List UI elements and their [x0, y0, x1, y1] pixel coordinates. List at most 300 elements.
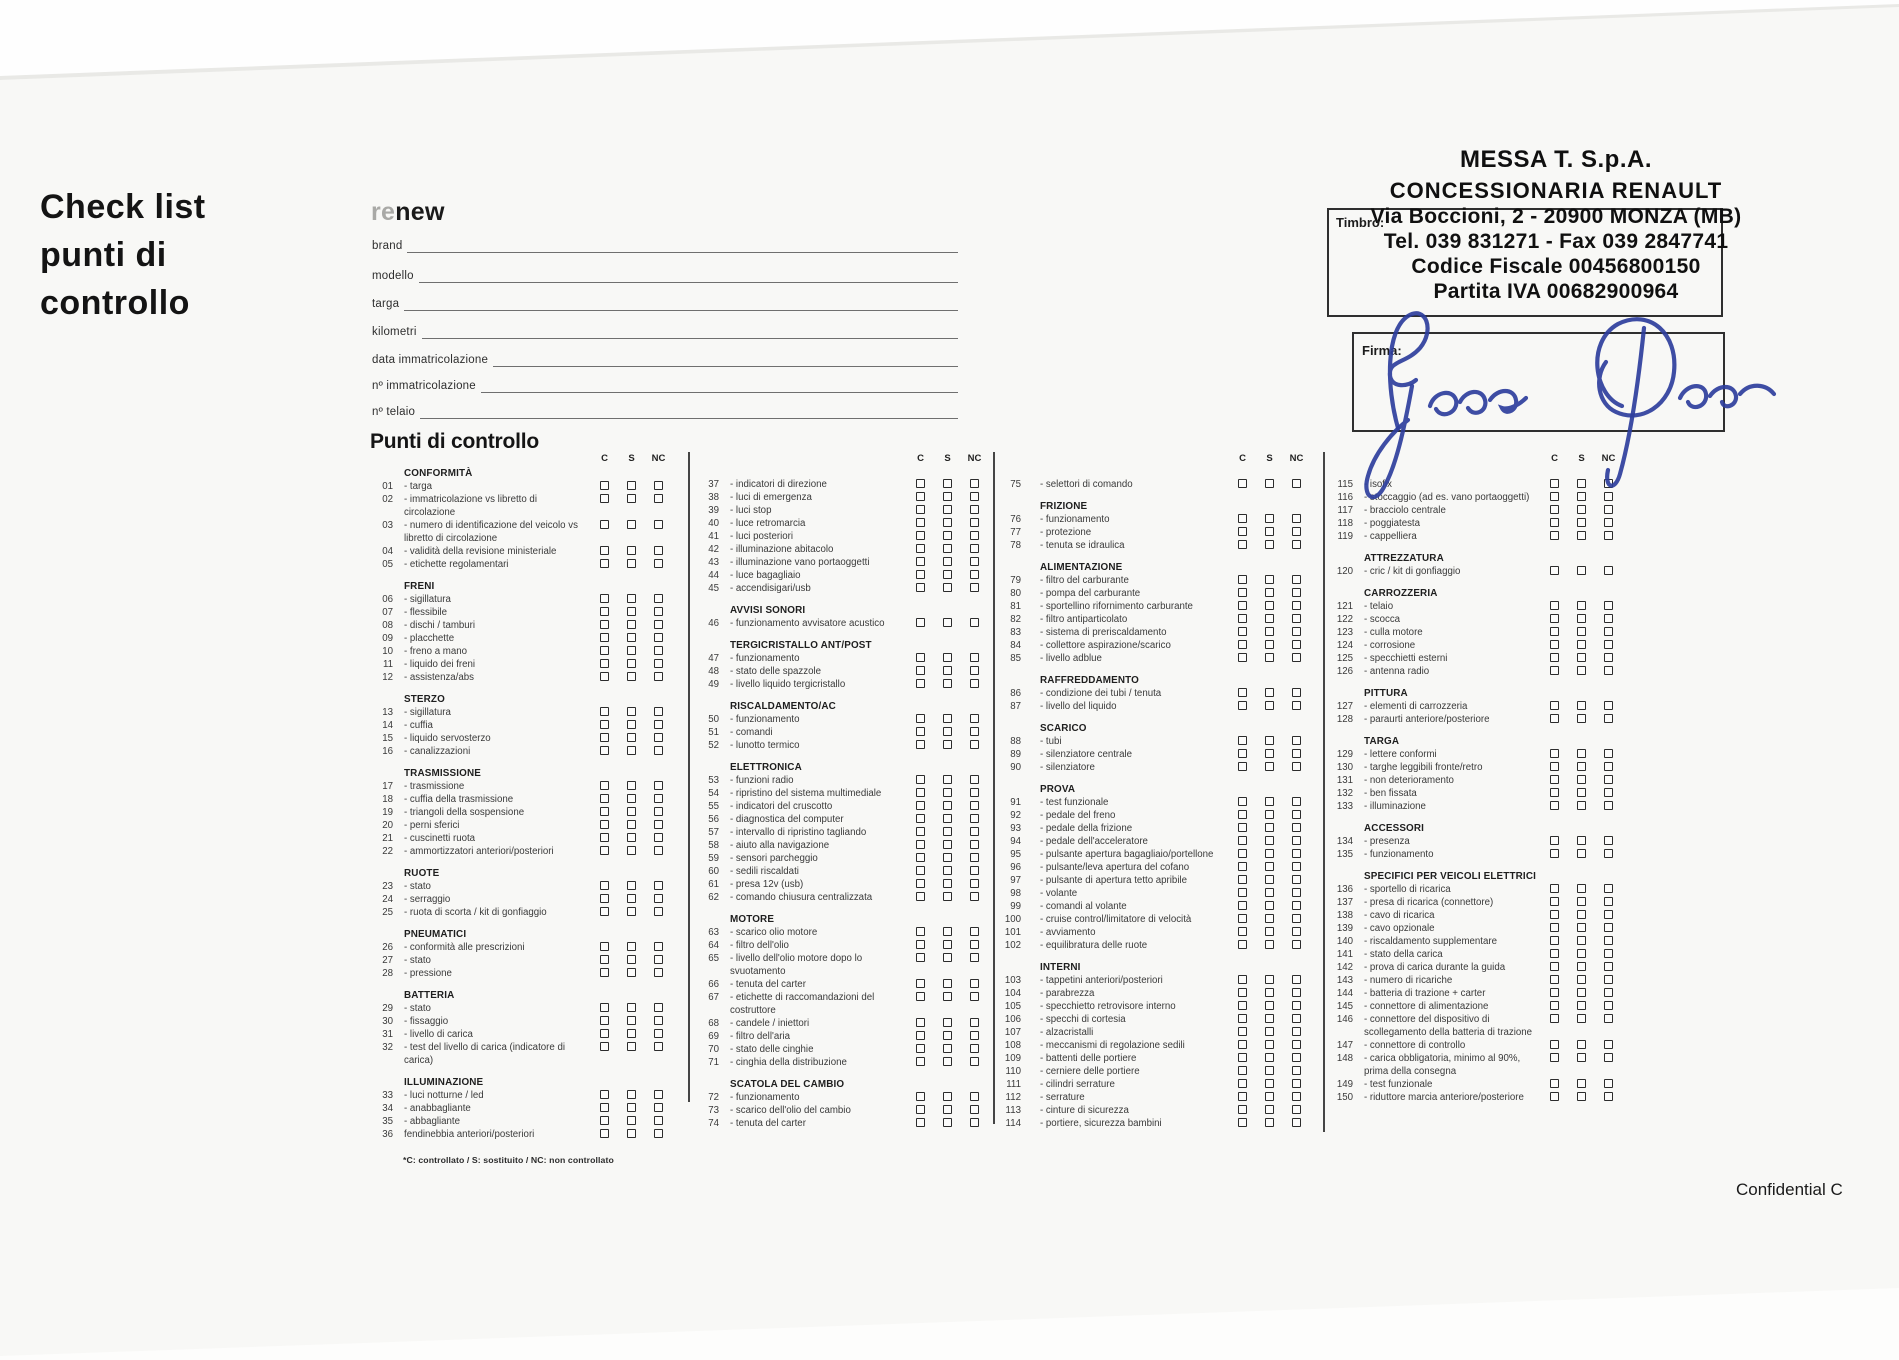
- checkbox-nc-56[interactable]: [970, 814, 979, 823]
- checkbox-c-54[interactable]: [916, 788, 925, 797]
- checkbox-c-67[interactable]: [916, 992, 925, 1001]
- checkbox-nc-53[interactable]: [970, 775, 979, 784]
- checkbox-nc-117[interactable]: [1604, 505, 1613, 514]
- checkbox-c-131[interactable]: [1550, 775, 1559, 784]
- checkbox-nc-138[interactable]: [1604, 910, 1613, 919]
- checkbox-c-07[interactable]: [600, 607, 609, 616]
- checkbox-s-29[interactable]: [627, 1003, 636, 1012]
- checkbox-nc-132[interactable]: [1604, 788, 1613, 797]
- checkbox-s-34[interactable]: [627, 1103, 636, 1112]
- checkbox-nc-46[interactable]: [970, 618, 979, 627]
- checkbox-nc-66[interactable]: [970, 979, 979, 988]
- checkbox-nc-125[interactable]: [1604, 653, 1613, 662]
- checkbox-nc-33[interactable]: [654, 1090, 663, 1099]
- checkbox-c-48[interactable]: [916, 666, 925, 675]
- checkbox-s-13[interactable]: [627, 707, 636, 716]
- form-field-line[interactable]: [407, 241, 958, 253]
- checkbox-s-100[interactable]: [1265, 914, 1274, 923]
- checkbox-s-86[interactable]: [1265, 688, 1274, 697]
- checkbox-nc-147[interactable]: [1604, 1040, 1613, 1049]
- checkbox-s-75[interactable]: [1265, 479, 1274, 488]
- checkbox-s-20[interactable]: [627, 820, 636, 829]
- checkbox-c-30[interactable]: [600, 1016, 609, 1025]
- checkbox-nc-140[interactable]: [1604, 936, 1613, 945]
- checkbox-nc-59[interactable]: [970, 853, 979, 862]
- checkbox-c-100[interactable]: [1238, 914, 1247, 923]
- checkbox-c-146[interactable]: [1550, 1014, 1559, 1023]
- checkbox-c-20[interactable]: [600, 820, 609, 829]
- checkbox-nc-73[interactable]: [970, 1105, 979, 1114]
- checkbox-c-126[interactable]: [1550, 666, 1559, 675]
- checkbox-nc-150[interactable]: [1604, 1092, 1613, 1101]
- checkbox-nc-115[interactable]: [1604, 479, 1613, 488]
- checkbox-nc-68[interactable]: [970, 1018, 979, 1027]
- checkbox-nc-110[interactable]: [1292, 1066, 1301, 1075]
- checkbox-c-128[interactable]: [1550, 714, 1559, 723]
- checkbox-s-130[interactable]: [1577, 762, 1586, 771]
- checkbox-c-52[interactable]: [916, 740, 925, 749]
- checkbox-s-85[interactable]: [1265, 653, 1274, 662]
- checkbox-c-101[interactable]: [1238, 927, 1247, 936]
- checkbox-c-113[interactable]: [1238, 1105, 1247, 1114]
- checkbox-nc-123[interactable]: [1604, 627, 1613, 636]
- checkbox-c-11[interactable]: [600, 659, 609, 668]
- checkbox-s-11[interactable]: [627, 659, 636, 668]
- checkbox-nc-09[interactable]: [654, 633, 663, 642]
- checkbox-nc-98[interactable]: [1292, 888, 1301, 897]
- checkbox-nc-137[interactable]: [1604, 897, 1613, 906]
- checkbox-nc-149[interactable]: [1604, 1079, 1613, 1088]
- checkbox-nc-144[interactable]: [1604, 988, 1613, 997]
- checkbox-s-59[interactable]: [943, 853, 952, 862]
- checkbox-c-89[interactable]: [1238, 749, 1247, 758]
- checkbox-s-47[interactable]: [943, 653, 952, 662]
- checkbox-c-91[interactable]: [1238, 797, 1247, 806]
- checkbox-s-78[interactable]: [1265, 540, 1274, 549]
- checkbox-s-03[interactable]: [627, 520, 636, 529]
- checkbox-c-108[interactable]: [1238, 1040, 1247, 1049]
- checkbox-c-90[interactable]: [1238, 762, 1247, 771]
- checkbox-nc-119[interactable]: [1604, 531, 1613, 540]
- checkbox-s-83[interactable]: [1265, 627, 1274, 636]
- checkbox-nc-93[interactable]: [1292, 823, 1301, 832]
- checkbox-s-25[interactable]: [627, 907, 636, 916]
- checkbox-c-80[interactable]: [1238, 588, 1247, 597]
- checkbox-s-131[interactable]: [1577, 775, 1586, 784]
- checkbox-c-143[interactable]: [1550, 975, 1559, 984]
- checkbox-nc-92[interactable]: [1292, 810, 1301, 819]
- checkbox-s-64[interactable]: [943, 940, 952, 949]
- checkbox-nc-23[interactable]: [654, 881, 663, 890]
- checkbox-c-112[interactable]: [1238, 1092, 1247, 1101]
- checkbox-s-149[interactable]: [1577, 1079, 1586, 1088]
- checkbox-s-60[interactable]: [943, 866, 952, 875]
- checkbox-s-32[interactable]: [627, 1042, 636, 1051]
- checkbox-c-87[interactable]: [1238, 701, 1247, 710]
- checkbox-c-50[interactable]: [916, 714, 925, 723]
- checkbox-s-56[interactable]: [943, 814, 952, 823]
- checkbox-s-58[interactable]: [943, 840, 952, 849]
- checkbox-c-116[interactable]: [1550, 492, 1559, 501]
- checkbox-nc-124[interactable]: [1604, 640, 1613, 649]
- checkbox-s-18[interactable]: [627, 794, 636, 803]
- checkbox-c-106[interactable]: [1238, 1014, 1247, 1023]
- checkbox-c-77[interactable]: [1238, 527, 1247, 536]
- checkbox-c-61[interactable]: [916, 879, 925, 888]
- checkbox-c-122[interactable]: [1550, 614, 1559, 623]
- checkbox-s-73[interactable]: [943, 1105, 952, 1114]
- checkbox-s-150[interactable]: [1577, 1092, 1586, 1101]
- checkbox-c-93[interactable]: [1238, 823, 1247, 832]
- checkbox-s-69[interactable]: [943, 1031, 952, 1040]
- checkbox-c-47[interactable]: [916, 653, 925, 662]
- checkbox-nc-18[interactable]: [654, 794, 663, 803]
- checkbox-nc-55[interactable]: [970, 801, 979, 810]
- checkbox-c-43[interactable]: [916, 557, 925, 566]
- checkbox-c-82[interactable]: [1238, 614, 1247, 623]
- checkbox-c-99[interactable]: [1238, 901, 1247, 910]
- checkbox-s-66[interactable]: [943, 979, 952, 988]
- checkbox-s-27[interactable]: [627, 955, 636, 964]
- checkbox-s-40[interactable]: [943, 518, 952, 527]
- checkbox-c-147[interactable]: [1550, 1040, 1559, 1049]
- checkbox-nc-101[interactable]: [1292, 927, 1301, 936]
- checkbox-s-124[interactable]: [1577, 640, 1586, 649]
- form-field-line[interactable]: [419, 271, 958, 283]
- checkbox-nc-37[interactable]: [970, 479, 979, 488]
- checkbox-s-46[interactable]: [943, 618, 952, 627]
- checkbox-s-61[interactable]: [943, 879, 952, 888]
- checkbox-s-63[interactable]: [943, 927, 952, 936]
- checkbox-nc-78[interactable]: [1292, 540, 1301, 549]
- checkbox-c-104[interactable]: [1238, 988, 1247, 997]
- checkbox-nc-15[interactable]: [654, 733, 663, 742]
- checkbox-nc-99[interactable]: [1292, 901, 1301, 910]
- checkbox-c-01[interactable]: [600, 481, 609, 490]
- checkbox-s-23[interactable]: [627, 881, 636, 890]
- checkbox-nc-28[interactable]: [654, 968, 663, 977]
- checkbox-nc-87[interactable]: [1292, 701, 1301, 710]
- checkbox-c-13[interactable]: [600, 707, 609, 716]
- checkbox-s-70[interactable]: [943, 1044, 952, 1053]
- checkbox-nc-03[interactable]: [654, 520, 663, 529]
- checkbox-nc-65[interactable]: [970, 953, 979, 962]
- checkbox-c-18[interactable]: [600, 794, 609, 803]
- checkbox-c-125[interactable]: [1550, 653, 1559, 662]
- checkbox-s-103[interactable]: [1265, 975, 1274, 984]
- checkbox-nc-42[interactable]: [970, 544, 979, 553]
- checkbox-nc-13[interactable]: [654, 707, 663, 716]
- checkbox-c-64[interactable]: [916, 940, 925, 949]
- checkbox-s-123[interactable]: [1577, 627, 1586, 636]
- checkbox-s-05[interactable]: [627, 559, 636, 568]
- checkbox-s-115[interactable]: [1577, 479, 1586, 488]
- checkbox-c-150[interactable]: [1550, 1092, 1559, 1101]
- checkbox-s-28[interactable]: [627, 968, 636, 977]
- checkbox-s-108[interactable]: [1265, 1040, 1274, 1049]
- checkbox-nc-130[interactable]: [1604, 762, 1613, 771]
- checkbox-s-95[interactable]: [1265, 849, 1274, 858]
- checkbox-s-141[interactable]: [1577, 949, 1586, 958]
- checkbox-nc-121[interactable]: [1604, 601, 1613, 610]
- checkbox-s-111[interactable]: [1265, 1079, 1274, 1088]
- checkbox-c-68[interactable]: [916, 1018, 925, 1027]
- checkbox-c-70[interactable]: [916, 1044, 925, 1053]
- checkbox-nc-91[interactable]: [1292, 797, 1301, 806]
- checkbox-nc-106[interactable]: [1292, 1014, 1301, 1023]
- checkbox-nc-142[interactable]: [1604, 962, 1613, 971]
- checkbox-c-09[interactable]: [600, 633, 609, 642]
- checkbox-c-129[interactable]: [1550, 749, 1559, 758]
- checkbox-s-53[interactable]: [943, 775, 952, 784]
- checkbox-c-12[interactable]: [600, 672, 609, 681]
- checkbox-s-101[interactable]: [1265, 927, 1274, 936]
- checkbox-nc-20[interactable]: [654, 820, 663, 829]
- checkbox-nc-21[interactable]: [654, 833, 663, 842]
- checkbox-nc-131[interactable]: [1604, 775, 1613, 784]
- checkbox-nc-146[interactable]: [1604, 1014, 1613, 1023]
- checkbox-c-41[interactable]: [916, 531, 925, 540]
- checkbox-nc-86[interactable]: [1292, 688, 1301, 697]
- checkbox-nc-39[interactable]: [970, 505, 979, 514]
- checkbox-c-42[interactable]: [916, 544, 925, 553]
- checkbox-nc-76[interactable]: [1292, 514, 1301, 523]
- checkbox-s-113[interactable]: [1265, 1105, 1274, 1114]
- checkbox-s-48[interactable]: [943, 666, 952, 675]
- checkbox-s-110[interactable]: [1265, 1066, 1274, 1075]
- checkbox-s-57[interactable]: [943, 827, 952, 836]
- checkbox-c-46[interactable]: [916, 618, 925, 627]
- checkbox-s-94[interactable]: [1265, 836, 1274, 845]
- checkbox-nc-10[interactable]: [654, 646, 663, 655]
- checkbox-s-71[interactable]: [943, 1057, 952, 1066]
- checkbox-c-34[interactable]: [600, 1103, 609, 1112]
- checkbox-nc-133[interactable]: [1604, 801, 1613, 810]
- checkbox-s-99[interactable]: [1265, 901, 1274, 910]
- checkbox-s-79[interactable]: [1265, 575, 1274, 584]
- checkbox-nc-14[interactable]: [654, 720, 663, 729]
- checkbox-c-98[interactable]: [1238, 888, 1247, 897]
- checkbox-c-40[interactable]: [916, 518, 925, 527]
- checkbox-c-75[interactable]: [1238, 479, 1247, 488]
- checkbox-c-24[interactable]: [600, 894, 609, 903]
- checkbox-nc-31[interactable]: [654, 1029, 663, 1038]
- checkbox-s-19[interactable]: [627, 807, 636, 816]
- checkbox-s-96[interactable]: [1265, 862, 1274, 871]
- checkbox-nc-102[interactable]: [1292, 940, 1301, 949]
- checkbox-c-107[interactable]: [1238, 1027, 1247, 1036]
- checkbox-c-49[interactable]: [916, 679, 925, 688]
- checkbox-c-58[interactable]: [916, 840, 925, 849]
- checkbox-c-92[interactable]: [1238, 810, 1247, 819]
- checkbox-nc-109[interactable]: [1292, 1053, 1301, 1062]
- checkbox-s-62[interactable]: [943, 892, 952, 901]
- checkbox-s-91[interactable]: [1265, 797, 1274, 806]
- checkbox-nc-12[interactable]: [654, 672, 663, 681]
- checkbox-c-105[interactable]: [1238, 1001, 1247, 1010]
- checkbox-c-115[interactable]: [1550, 479, 1559, 488]
- checkbox-nc-50[interactable]: [970, 714, 979, 723]
- checkbox-nc-25[interactable]: [654, 907, 663, 916]
- checkbox-c-134[interactable]: [1550, 836, 1559, 845]
- checkbox-c-76[interactable]: [1238, 514, 1247, 523]
- checkbox-s-51[interactable]: [943, 727, 952, 736]
- checkbox-s-52[interactable]: [943, 740, 952, 749]
- checkbox-s-112[interactable]: [1265, 1092, 1274, 1101]
- checkbox-c-120[interactable]: [1550, 566, 1559, 575]
- checkbox-nc-58[interactable]: [970, 840, 979, 849]
- checkbox-nc-62[interactable]: [970, 892, 979, 901]
- checkbox-c-72[interactable]: [916, 1092, 925, 1101]
- checkbox-nc-79[interactable]: [1292, 575, 1301, 584]
- checkbox-s-45[interactable]: [943, 583, 952, 592]
- checkbox-nc-16[interactable]: [654, 746, 663, 755]
- checkbox-s-129[interactable]: [1577, 749, 1586, 758]
- checkbox-nc-43[interactable]: [970, 557, 979, 566]
- firma-box[interactable]: [1352, 332, 1725, 432]
- checkbox-s-33[interactable]: [627, 1090, 636, 1099]
- checkbox-s-148[interactable]: [1577, 1053, 1586, 1062]
- checkbox-s-67[interactable]: [943, 992, 952, 1001]
- checkbox-c-63[interactable]: [916, 927, 925, 936]
- checkbox-nc-80[interactable]: [1292, 588, 1301, 597]
- checkbox-c-14[interactable]: [600, 720, 609, 729]
- checkbox-nc-45[interactable]: [970, 583, 979, 592]
- checkbox-c-62[interactable]: [916, 892, 925, 901]
- checkbox-s-87[interactable]: [1265, 701, 1274, 710]
- checkbox-s-81[interactable]: [1265, 601, 1274, 610]
- checkbox-s-26[interactable]: [627, 942, 636, 951]
- checkbox-nc-26[interactable]: [654, 942, 663, 951]
- checkbox-nc-95[interactable]: [1292, 849, 1301, 858]
- checkbox-s-116[interactable]: [1577, 492, 1586, 501]
- checkbox-c-96[interactable]: [1238, 862, 1247, 871]
- checkbox-c-144[interactable]: [1550, 988, 1559, 997]
- checkbox-nc-84[interactable]: [1292, 640, 1301, 649]
- checkbox-c-26[interactable]: [600, 942, 609, 951]
- checkbox-s-98[interactable]: [1265, 888, 1274, 897]
- checkbox-nc-94[interactable]: [1292, 836, 1301, 845]
- checkbox-c-69[interactable]: [916, 1031, 925, 1040]
- checkbox-nc-118[interactable]: [1604, 518, 1613, 527]
- checkbox-nc-145[interactable]: [1604, 1001, 1613, 1010]
- checkbox-s-107[interactable]: [1265, 1027, 1274, 1036]
- checkbox-c-84[interactable]: [1238, 640, 1247, 649]
- checkbox-s-06[interactable]: [627, 594, 636, 603]
- checkbox-nc-40[interactable]: [970, 518, 979, 527]
- checkbox-s-90[interactable]: [1265, 762, 1274, 771]
- checkbox-c-130[interactable]: [1550, 762, 1559, 771]
- checkbox-c-55[interactable]: [916, 801, 925, 810]
- checkbox-c-38[interactable]: [916, 492, 925, 501]
- checkbox-c-94[interactable]: [1238, 836, 1247, 845]
- checkbox-nc-05[interactable]: [654, 559, 663, 568]
- checkbox-s-44[interactable]: [943, 570, 952, 579]
- checkbox-c-25[interactable]: [600, 907, 609, 916]
- checkbox-nc-38[interactable]: [970, 492, 979, 501]
- checkbox-c-28[interactable]: [600, 968, 609, 977]
- checkbox-c-78[interactable]: [1238, 540, 1247, 549]
- checkbox-s-50[interactable]: [943, 714, 952, 723]
- checkbox-s-36[interactable]: [627, 1129, 636, 1138]
- checkbox-c-137[interactable]: [1550, 897, 1559, 906]
- checkbox-c-36[interactable]: [600, 1129, 609, 1138]
- checkbox-c-06[interactable]: [600, 594, 609, 603]
- checkbox-nc-32[interactable]: [654, 1042, 663, 1051]
- checkbox-s-10[interactable]: [627, 646, 636, 655]
- checkbox-s-139[interactable]: [1577, 923, 1586, 932]
- checkbox-c-83[interactable]: [1238, 627, 1247, 636]
- checkbox-s-41[interactable]: [943, 531, 952, 540]
- checkbox-nc-114[interactable]: [1292, 1118, 1301, 1127]
- checkbox-s-126[interactable]: [1577, 666, 1586, 675]
- checkbox-nc-134[interactable]: [1604, 836, 1613, 845]
- checkbox-c-32[interactable]: [600, 1042, 609, 1051]
- checkbox-s-137[interactable]: [1577, 897, 1586, 906]
- checkbox-c-21[interactable]: [600, 833, 609, 842]
- checkbox-nc-17[interactable]: [654, 781, 663, 790]
- checkbox-s-82[interactable]: [1265, 614, 1274, 623]
- checkbox-s-38[interactable]: [943, 492, 952, 501]
- checkbox-nc-44[interactable]: [970, 570, 979, 579]
- checkbox-c-132[interactable]: [1550, 788, 1559, 797]
- checkbox-nc-90[interactable]: [1292, 762, 1301, 771]
- checkbox-nc-129[interactable]: [1604, 749, 1613, 758]
- checkbox-c-19[interactable]: [600, 807, 609, 816]
- checkbox-s-132[interactable]: [1577, 788, 1586, 797]
- checkbox-nc-63[interactable]: [970, 927, 979, 936]
- checkbox-nc-69[interactable]: [970, 1031, 979, 1040]
- checkbox-c-02[interactable]: [600, 494, 609, 503]
- checkbox-c-86[interactable]: [1238, 688, 1247, 697]
- checkbox-nc-64[interactable]: [970, 940, 979, 949]
- checkbox-nc-29[interactable]: [654, 1003, 663, 1012]
- checkbox-nc-67[interactable]: [970, 992, 979, 1001]
- checkbox-nc-128[interactable]: [1604, 714, 1613, 723]
- checkbox-s-74[interactable]: [943, 1118, 952, 1127]
- checkbox-s-120[interactable]: [1577, 566, 1586, 575]
- checkbox-nc-83[interactable]: [1292, 627, 1301, 636]
- checkbox-nc-06[interactable]: [654, 594, 663, 603]
- checkbox-c-136[interactable]: [1550, 884, 1559, 893]
- checkbox-s-09[interactable]: [627, 633, 636, 642]
- checkbox-s-144[interactable]: [1577, 988, 1586, 997]
- checkbox-c-56[interactable]: [916, 814, 925, 823]
- checkbox-c-103[interactable]: [1238, 975, 1247, 984]
- checkbox-c-22[interactable]: [600, 846, 609, 855]
- checkbox-c-15[interactable]: [600, 733, 609, 742]
- checkbox-c-51[interactable]: [916, 727, 925, 736]
- checkbox-c-81[interactable]: [1238, 601, 1247, 610]
- checkbox-nc-139[interactable]: [1604, 923, 1613, 932]
- checkbox-s-109[interactable]: [1265, 1053, 1274, 1062]
- checkbox-nc-52[interactable]: [970, 740, 979, 749]
- checkbox-nc-141[interactable]: [1604, 949, 1613, 958]
- checkbox-nc-116[interactable]: [1604, 492, 1613, 501]
- checkbox-c-45[interactable]: [916, 583, 925, 592]
- checkbox-s-136[interactable]: [1577, 884, 1586, 893]
- checkbox-c-114[interactable]: [1238, 1118, 1247, 1127]
- checkbox-c-71[interactable]: [916, 1057, 925, 1066]
- checkbox-s-55[interactable]: [943, 801, 952, 810]
- checkbox-c-74[interactable]: [916, 1118, 925, 1127]
- checkbox-c-66[interactable]: [916, 979, 925, 988]
- checkbox-nc-36[interactable]: [654, 1129, 663, 1138]
- checkbox-s-37[interactable]: [943, 479, 952, 488]
- checkbox-nc-127[interactable]: [1604, 701, 1613, 710]
- checkbox-c-37[interactable]: [916, 479, 925, 488]
- checkbox-s-31[interactable]: [627, 1029, 636, 1038]
